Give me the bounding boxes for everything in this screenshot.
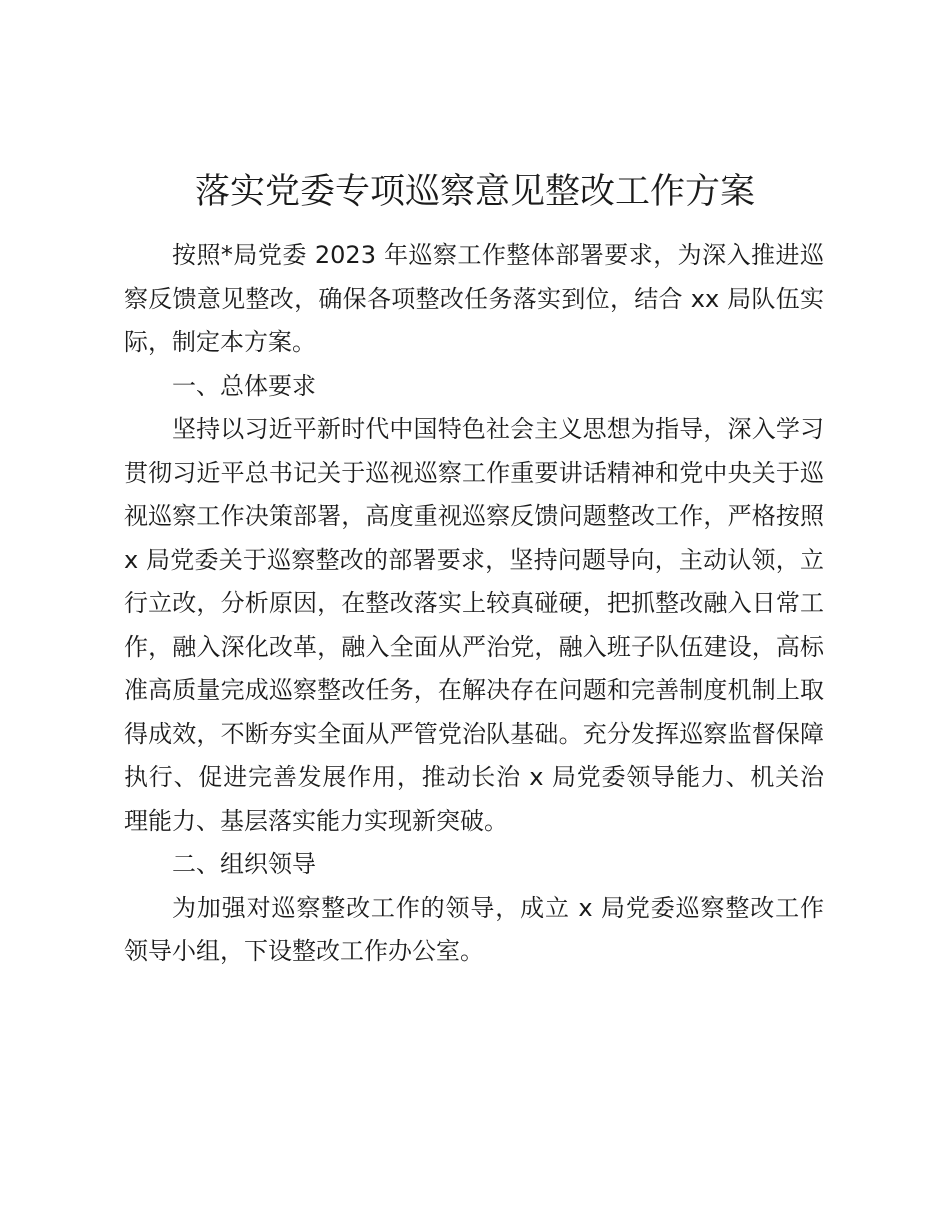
section-paragraph-organization-leadership: 为加强对巡察整改工作的领导，成立 x 局党委巡察整改工作领导小组，下设整改工作办公室。 [124, 893, 824, 965]
section-heading-general-requirements: 一、总体要求 [172, 371, 316, 400]
section-heading-organization-leadership: 二、组织领导 [172, 850, 316, 878]
document-title: 落实党委专项巡察意见整改工作方案 [194, 172, 755, 212]
intro-paragraph: 按照*局党委 2023 年巡察工作整体部署要求，为深入推进巡察反馈意见整改，确保各项整改任务落实到位，结合 xx 局队伍实际，制定本方案。 [124, 241, 824, 356]
document-body [124, 234, 824, 974]
section-paragraph-general-requirements: 坚持以习近平新时代中国特色社会主义思想为指导，深入学习贯彻习近平总书记关于巡视巡察工作重要讲话精神和党中央关于巡视巡察工作决策部署，高度重视巡察反馈问题整改工作，严格按照 x 局党委关于巡察整改的部署要求，坚持问题导向，主动认领，立行立改，分析原因，在整改落实上较真碰硬，把抓整改融入日常工作，融入深化改革，融入全面从严治党，融入班子队伍建设，高标准高质量完成巡察整改任务，在解决存在问题和完善制度机制上取得成效，不断夯实全面从严管党治队基础。充分发挥巡察监督保障执行、促进完善发展作用，推动长治 x 局党委领导能力、机关治理能力、基层落实能力实现新突破。 [124, 415, 824, 835]
